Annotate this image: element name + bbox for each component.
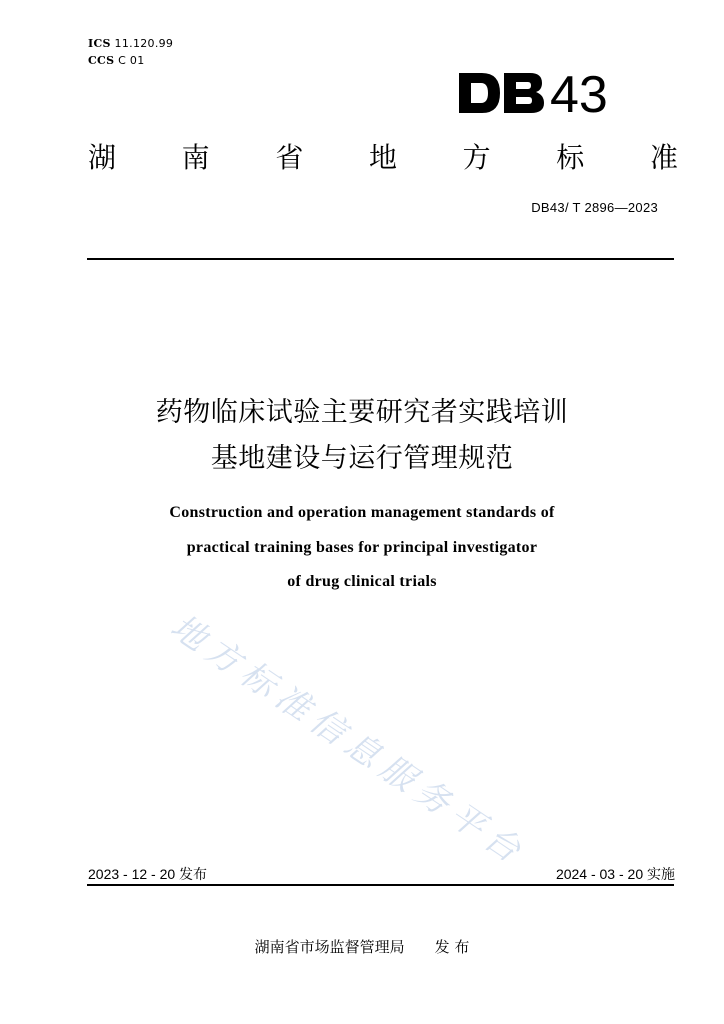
bottom-divider [87,884,674,886]
title-en-line2: practical training bases for principal investigator [186,539,538,556]
standard-type-char: 准 [649,141,678,174]
watermark: 地方标准信息服务平台 [163,606,534,875]
document-number: DB43/ T 2896—2023 [531,200,658,215]
title-en-line1: Construction and operation management standards of [169,504,555,521]
ccs-code [88,54,145,68]
ccs-value: C 01 [118,54,145,67]
logo-number: 43 [550,66,608,118]
standard-type-char: 方 [462,141,491,174]
standard-type-title [88,136,678,176]
db-logo-mark [456,64,626,118]
ics-value: 11.120.99 [114,37,174,50]
title-cn-line1: 药物临床试验主要研究者实践培训 [155,397,569,428]
standard-type-char: 湖 [88,141,117,174]
standard-type-char: 省 [275,141,304,174]
publish-date: 2023 - 12 - 20 发布 [88,866,208,882]
ccs-label: CCS [88,54,115,67]
ics-code [88,37,173,51]
title-cn-line2: 基地建设与运行管理规范 [210,443,514,474]
standard-type-char: 南 [181,141,210,174]
ics-label: ICS [88,37,111,50]
standard-type-char: 地 [368,141,397,174]
title-en-line3: of drug clinical trials [287,573,437,590]
db43-logo [456,64,626,118]
standard-type-char: 标 [556,141,585,174]
issuer-name: 湖南省市场监督管理局 [254,938,405,956]
implement-date: 2024 - 03 - 20 实施 [555,866,675,882]
top-divider [87,258,674,260]
issuer-action: 发 布 [434,938,470,956]
issuer-line [0,936,724,957]
